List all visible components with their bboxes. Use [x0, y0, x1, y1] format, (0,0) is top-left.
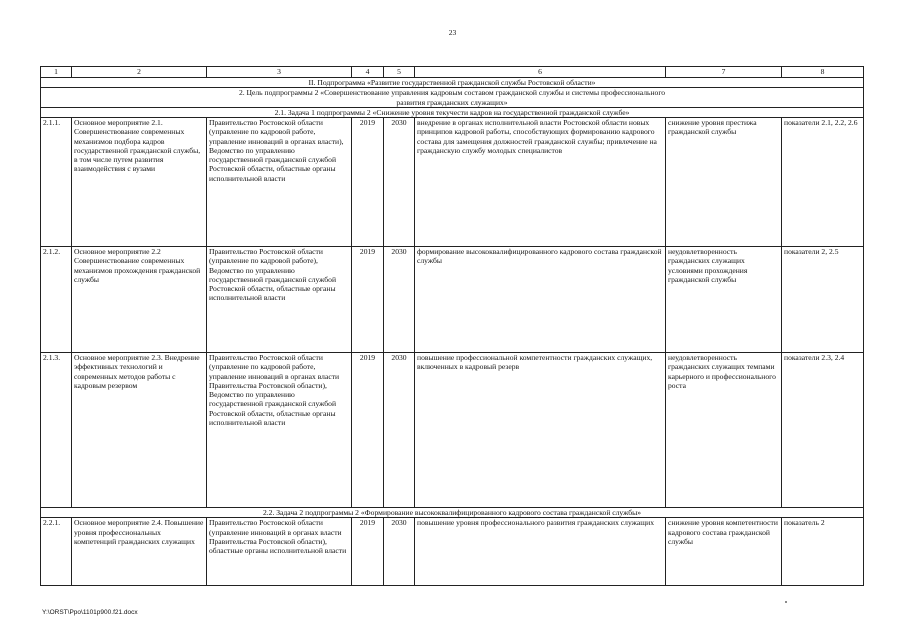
column-number-row — [41, 67, 864, 78]
end-year: 2030 — [384, 353, 415, 508]
executor: Правительство Ростовской области (управление по кадровой работе, управление инноваций в органах власти Правительства Ростовской области), Ведомство по управлению государственной гражданской службой Ростовской области, областные органы исполнительной власти — [207, 353, 352, 508]
column-header: 2 — [72, 67, 207, 78]
end-year: 2030 — [384, 247, 415, 353]
task1-title-row — [41, 107, 864, 117]
expected-result: внедрение в органах исполнительной власти Ростовской области новых принципов кадровой работы, способствующих формированию кадрового состава для замещения должностей гражданской службы; привлечение на гражданскую службу молодых специалистов — [415, 118, 666, 247]
activity-name: Основное мероприятие 2.1. Совершенствование современных механизмов подбора кадров государственной гражданской службы, в том числе путем развития взаимодействия с вузами — [72, 118, 207, 247]
expected-result: повышение профессиональной компетентности гражданских служащих, включенных в кадровый резерв — [415, 353, 666, 508]
column-header: 1 — [41, 67, 72, 78]
non-implementation-consequence: неудовлетворенность гражданских служащих темпами карьерного и профессионального роста — [666, 353, 782, 508]
executor: Правительство Ростовской области (управление инноваций в органах власти Правительства Ростовской области), областные органы исполнительной власти — [207, 518, 352, 586]
executor: Правительство Ростовской области (управление по кадровой работе), Ведомство по управлению государственной гражданской службой Ростовской области, областные органы исполнительной власти — [207, 247, 352, 353]
program-table — [40, 66, 864, 586]
task1-title: 2.1. Задача 1 подпрограммы 2 «Снижение уровня текучести кадров на государственной гражданской службе» — [41, 107, 864, 117]
section-title-row — [41, 78, 864, 88]
end-year: 2030 — [384, 118, 415, 247]
column-header: 7 — [666, 67, 782, 78]
start-year: 2019 — [352, 518, 384, 586]
column-header: 5 — [384, 67, 415, 78]
page-number: 23 — [448, 28, 457, 37]
column-header: 6 — [415, 67, 666, 78]
section-title: II. Подпрограмма «Развитие государственной гражданской службы Ростовской области» — [41, 78, 864, 88]
start-year: 2019 — [352, 118, 384, 247]
column-header: 4 — [352, 67, 384, 78]
executor: Правительство Ростовской области (управление по кадровой работе, управление инноваций в органах власти), Ведомство по управлению государственной гражданской службой Ростовской области, областные органы исполнительной власти — [207, 118, 352, 247]
file-path-footer: Y:\ORST\Ppo\1101p900.f21.docx — [42, 609, 138, 616]
indicators: показатели 2.3, 2.4 — [782, 353, 864, 508]
indicators: показатели 2, 2.5 — [782, 247, 864, 353]
goal-title-row — [41, 88, 864, 108]
activity-name: Основное мероприятие 2.4. Повышение уровня профессиональных компетенций гражданских служащих — [72, 518, 207, 586]
goal-title: 2. Цель подпрограммы 2 «Совершенствование управления кадровым составом гражданской службы и системы профессионального развития гражданских служащих» — [41, 88, 864, 108]
expected-result: повышение уровня профессионального развития гражданских служащих — [415, 518, 666, 586]
table-row — [41, 247, 864, 353]
row-number: 2.1.3. — [41, 353, 72, 508]
start-year: 2019 — [352, 247, 384, 353]
row-number: 2.1.1. — [41, 118, 72, 247]
column-header: 3 — [207, 67, 352, 78]
non-implementation-consequence: снижение уровня престижа гражданской службы — [666, 118, 782, 247]
non-implementation-consequence: снижение уровня компетентности кадрового состава гражданской службы — [666, 518, 782, 586]
row-number: 2.1.2. — [41, 247, 72, 353]
table-row — [41, 118, 864, 247]
indicators: показатель 2 — [782, 518, 864, 586]
row-number: 2.2.1. — [41, 518, 72, 586]
table-row — [41, 518, 864, 586]
activity-name: Основное мероприятие 2.2 Совершенствование современных механизмов прохождения гражданской службы — [72, 247, 207, 353]
table-row — [41, 353, 864, 508]
expected-result: формирование высококвалифицированного кадрового состава гражданской службы — [415, 247, 666, 353]
column-header: 8 — [782, 67, 864, 78]
non-implementation-consequence: неудовлетворенность гражданских служащих условиями прохождения гражданской службы — [666, 247, 782, 353]
end-year: 2030 — [384, 518, 415, 586]
task2-title-row — [41, 508, 864, 518]
start-year: 2019 — [352, 353, 384, 508]
activity-name: Основное мероприятие 2.3. Внедрение эффективных технологий и современных методов работы с кадровым резервом — [72, 353, 207, 508]
stray-mark — [785, 601, 787, 603]
task2-title: 2.2. Задача 2 подпрограммы 2 «Формирование высококвалифицированного кадрового состава гражданской службы» — [41, 508, 864, 518]
indicators: показатели 2.1, 2.2, 2.6 — [782, 118, 864, 247]
